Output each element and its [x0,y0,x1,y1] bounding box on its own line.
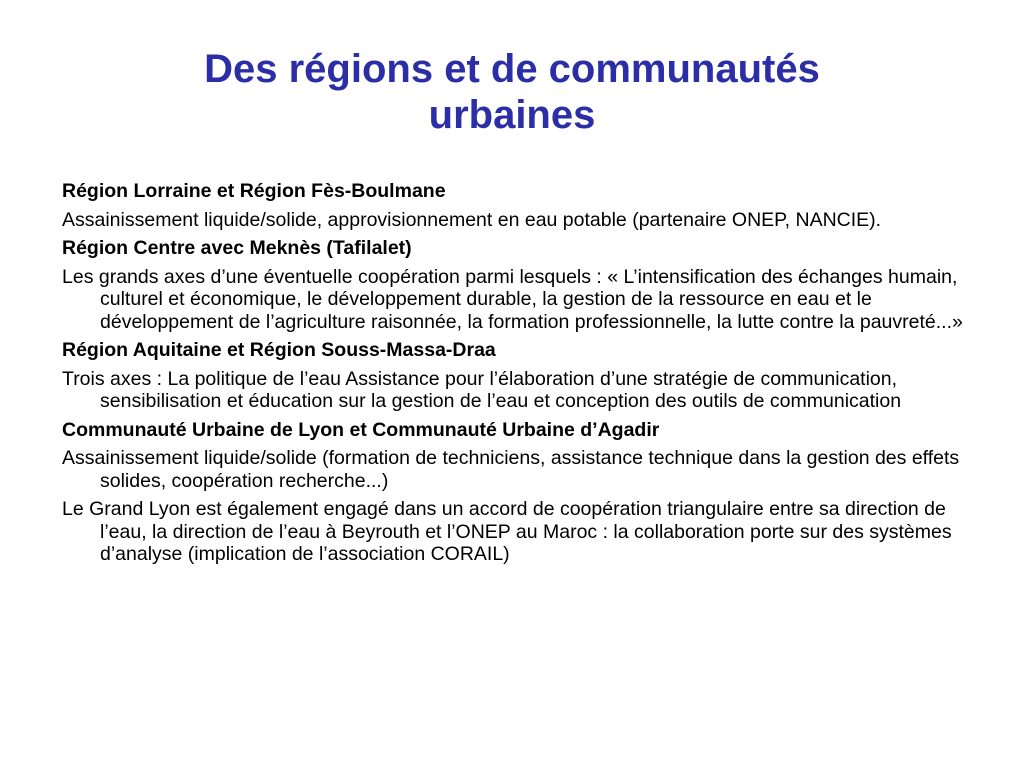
section-text-lyon-agadir-2: Le Grand Lyon est également engagé dans un accord de coopération triangulaire entre sa direction de l’eau, la direction de l’eau à Beyrouth et l’ONEP au Maroc : la collaboration porte sur des systèmes d’analyse (implication de l’association CORAIL) [62,498,952,565]
section-text-lyon-agadir-1: Assainissement liquide/solide (formation de techniciens, assistance technique dans la gestion des effets solides, coopération recherche...) [62,447,960,492]
section-text-centre-meknes: Les grands axes d’une éventuelle coopération parmi lesquels : « L’intensification des échanges humain, culturel et économique, le développement durable, la gestion de la ressource en eau et le développement de l’agriculture raisonnée, la formation professionnelle, la lutte contre la pauvreté...» [62,265,963,333]
section-heading-lorraine-fes: Région Lorraine et Région Fès-Boulmane [62,180,446,202]
section-heading-centre-meknes: Région Centre avec Meknès (Tafilalet) [62,237,412,259]
section-text-aquitaine-souss: Trois axes : La politique de l’eau Assistance pour l’élaboration d’une stratégie de communication, sensibilisation et éducation sur la gestion de l’eau et conception des outils de communication [62,367,902,412]
slide-title [60,46,964,138]
slide-body [62,180,972,572]
slide-title-line-1: Des régions et de communautés [204,47,820,91]
slide-title-line-2: urbaines [428,93,596,137]
section-text-lorraine-fes: Assainissement liquide/solide, approvisionnement en eau potable (partenaire ONEP, NANCIE). [62,208,882,231]
section-heading-aquitaine-souss: Région Aquitaine et Région Souss-Massa-Draa [62,339,496,361]
section-heading-lyon-agadir: Communauté Urbaine de Lyon et Communauté Urbaine d’Agadir [62,418,660,441]
